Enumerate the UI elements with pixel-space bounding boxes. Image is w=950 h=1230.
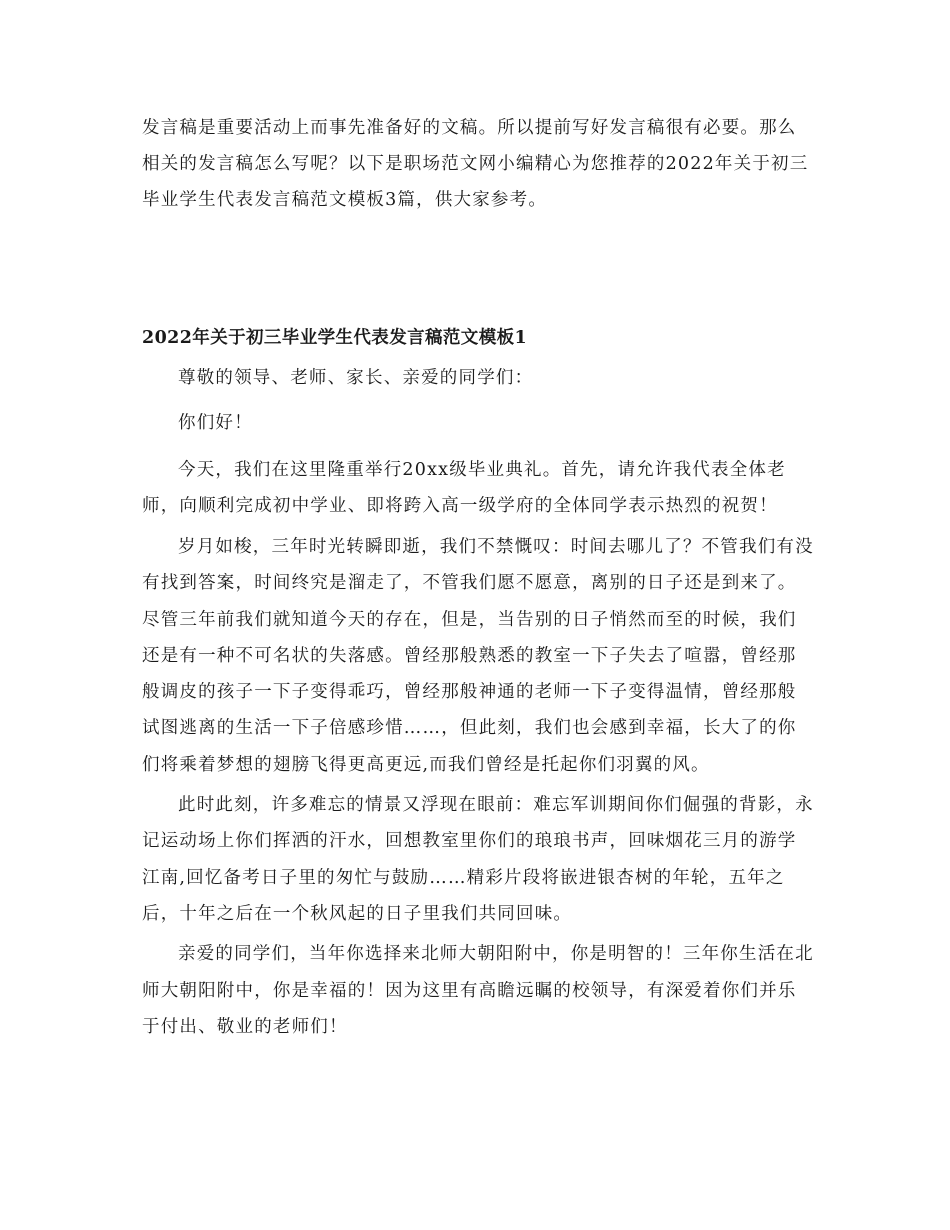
body-paragraph: 今天，我们在这里隆重举行20xx级毕业典礼。首先，请允许我代表全体老师，向顺利完成初中学业、即将跨入高一级学府的全体同学表示热烈的祝贺！ bbox=[142, 460, 786, 516]
greeting: 你们好！ bbox=[178, 413, 253, 433]
body-paragraph: 此时此刻，许多难忘的情景又浮现在眼前：难忘军训期间你们倔强的背影，永记运动场上你们挥洒的汗水，回想教室里你们的琅琅书声，回味烟花三月的游学江南,回忆备考日子里的匆忙与鼓励……精彩片段将嵌进银杏树的年轮，五年之后，十年之后在一个秋风起的日子里我们共同回味。 bbox=[142, 795, 814, 924]
section-body bbox=[142, 362, 814, 1045]
salutation: 尊敬的领导、老师、家长、亲爱的同学们： bbox=[178, 368, 534, 388]
intro-paragraph: 发言稿是重要活动上而事先准备好的文稿。所以提前写好发言稿很有必要。那么相关的发言稿怎么写呢？以下是职场范文网小编精心为您推荐的2022年关于初三毕业学生代表发言稿范文模板3篇，供大家参考。 bbox=[142, 118, 809, 210]
body-paragraph: 亲爱的同学们，当年你选择来北师大朝阳附中，你是明智的！三年你生活在北师大朝阳附中，你是幸福的！因为这里有高瞻远瞩的校领导，有深爱着你们并乐于付出、敬业的老师们！ bbox=[142, 944, 814, 1037]
section-title: 2022年关于初三毕业学生代表发言稿范文模板1 bbox=[142, 328, 528, 348]
body-paragraph: 岁月如梭，三年时光转瞬即逝，我们不禁慨叹：时间去哪儿了？不管我们有没有找到答案，时间终究是溜走了，不管我们愿不愿意，离别的日子还是到来了。尽管三年前我们就知道今天的存在，但是，当告别的日子悄然而至的时候，我们还是有一种不可名状的失落感。曾经那般熟悉的教室一下子失去了喧嚣，曾经那般调皮的孩子一下子变得乖巧，曾经那般神通的老师一下子变得温情，曾经那般试图逃离的生活一下子倍感珍惜……，但此刻，我们也会感到幸福，长大了的你们将乘着梦想的翅膀飞得更高更远,而我们曾经是托起你们羽翼的风。 bbox=[142, 537, 814, 775]
